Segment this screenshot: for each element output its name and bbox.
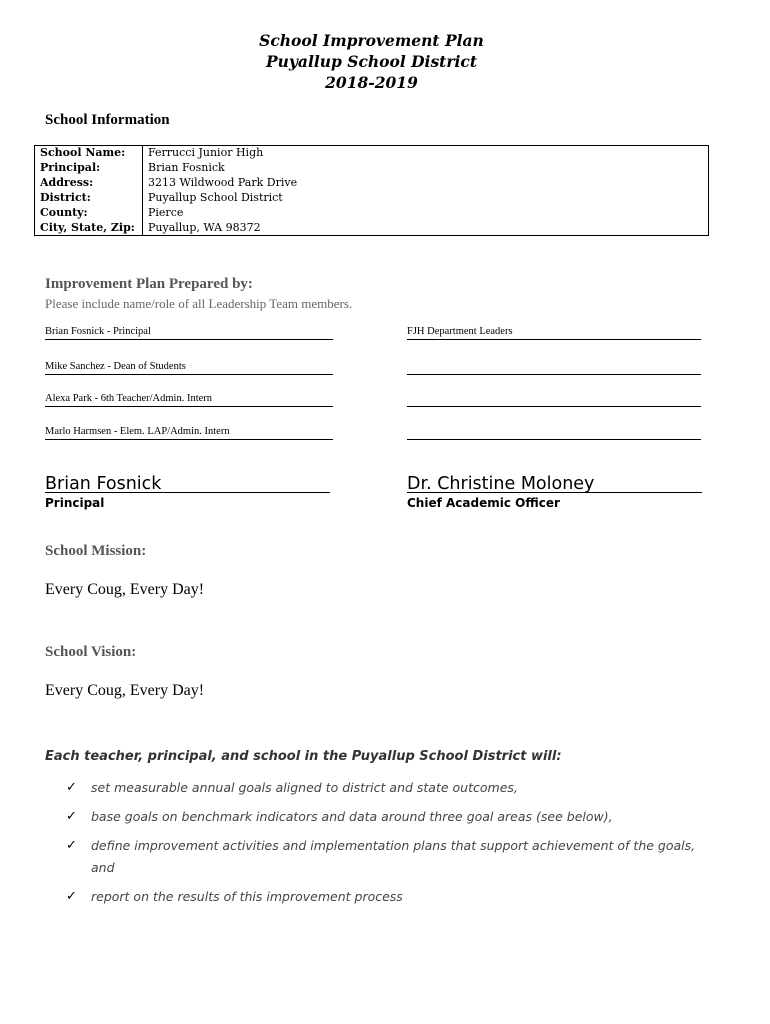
title-line-2: Puyallup School District (266, 52, 477, 71)
prepared-by-note: Please include name/role of all Leadership Team members. (45, 296, 353, 311)
row-label: District: (35, 191, 143, 206)
checkmark-icon: ✓ (66, 809, 77, 824)
list-item (66, 806, 696, 828)
team-member-line: Alexa Park - 6th Teacher/Admin. Intern (45, 392, 333, 407)
table-row (35, 191, 709, 206)
team-member-line (407, 392, 701, 407)
team-member-line: Mike Sanchez - Dean of Students (45, 360, 333, 375)
prepared-by-heading: Improvement Plan Prepared by: (45, 276, 253, 292)
table-row (35, 220, 709, 235)
list-item (66, 777, 696, 799)
commitments-list (66, 777, 696, 915)
school-mission-heading: School Mission: (45, 543, 147, 559)
document-title (0, 30, 743, 93)
row-value: 3213 Wildwood Park Drive (143, 176, 709, 191)
school-vision-text: Every Coug, Every Day! (45, 682, 205, 699)
row-label: City, State, Zip: (35, 220, 143, 235)
row-label: Address: (35, 176, 143, 191)
row-value: Ferrucci Junior High (143, 146, 709, 161)
team-member-line (407, 360, 701, 375)
team-member-line: Marlo Harmsen - Elem. LAP/Admin. Intern (45, 425, 333, 440)
row-value: Puyallup, WA 98372 (143, 220, 709, 235)
list-item (66, 835, 696, 879)
row-label: Principal: (35, 161, 143, 176)
list-item-text: set measurable annual goals aligned to district and state outcomes, (91, 780, 518, 795)
row-value: Pierce (143, 206, 709, 221)
title-line-1: School Improvement Plan (259, 31, 484, 50)
school-information-heading: School Information (45, 112, 170, 128)
row-value: Puyallup School District (143, 191, 709, 206)
cao-signature-name: Dr. Christine Moloney (407, 472, 702, 493)
list-item (66, 886, 696, 908)
row-label: County: (35, 206, 143, 221)
title-line-3: 2018-2019 (325, 73, 418, 92)
team-member-line: Brian Fosnick - Principal (45, 325, 333, 340)
list-item-text: define improvement activities and implementation plans that support achievement of the goals, and (91, 838, 696, 875)
checkmark-icon: ✓ (66, 889, 77, 904)
team-member-line: FJH Department Leaders (407, 325, 701, 340)
list-item-text: base goals on benchmark indicators and data around three goal areas (see below), (91, 809, 613, 824)
table-row (35, 176, 709, 191)
school-mission-text: Every Coug, Every Day! (45, 581, 205, 598)
checkmark-icon: ✓ (66, 780, 77, 795)
table-row (35, 206, 709, 221)
principal-signature-name: Brian Fosnick (45, 472, 330, 493)
cao-role-label: Chief Academic Officer (407, 496, 560, 510)
school-vision-heading: School Vision: (45, 644, 137, 660)
team-member-line (407, 425, 701, 440)
school-info-table (34, 145, 709, 236)
checkmark-icon: ✓ (66, 838, 77, 853)
commitments-heading: Each teacher, principal, and school in the Puyallup School District will: (45, 749, 562, 764)
table-row (35, 161, 709, 176)
row-value: Brian Fosnick (143, 161, 709, 176)
table-row (35, 146, 709, 161)
row-label: School Name: (35, 146, 143, 161)
principal-role-label: Principal (45, 496, 105, 510)
list-item-text: report on the results of this improvement process (91, 889, 403, 904)
